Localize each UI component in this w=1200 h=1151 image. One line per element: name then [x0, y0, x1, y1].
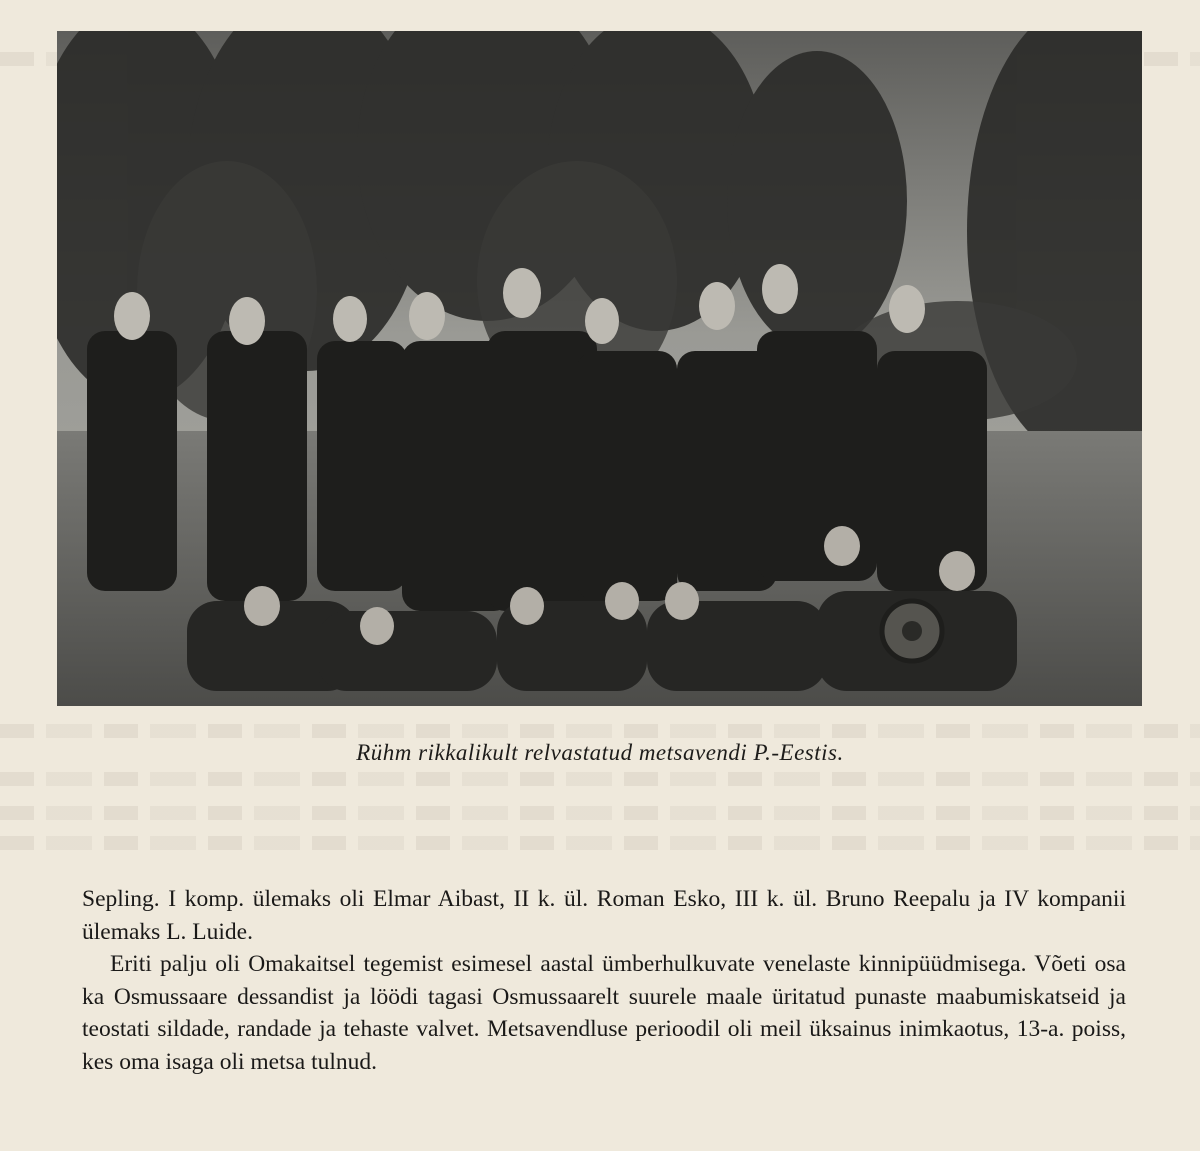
body-text: [82, 883, 1126, 1078]
show-through-text: [0, 772, 1200, 786]
paragraph: Sepling. I komp. ülemaks oli Elmar Aibast, II k. ül. Roman Esko, III k. ül. Bruno Reepalu ja IV kompanii ülemaks L. Luide.: [82, 886, 1126, 945]
show-through-text: [0, 836, 1200, 850]
show-through-text: [0, 724, 1200, 738]
show-through-text: [0, 806, 1200, 820]
group-photo: [57, 31, 1142, 706]
photo-caption: Rühm rikkalikult relvastatud metsavendi P.-Eestis.: [356, 740, 844, 765]
group-photo-image: [57, 31, 1142, 706]
paragraph: Eriti palju oli Omakaitsel tegemist esimesel aastal ümberhulkuvate venelaste kinnipüüdmisega. Võeti osa ka Osmussaare dessandist ja löödi tagasi Osmussaarelt suurele maale üritatud punaste maabumiskatseid ja teostati sildade, randade ja tehaste valvet. Metsavendluse perioodil oli meil üksainus inimkaotus, 13-a. poiss, kes oma isaga oli metsa tulnud.: [82, 951, 1126, 1075]
